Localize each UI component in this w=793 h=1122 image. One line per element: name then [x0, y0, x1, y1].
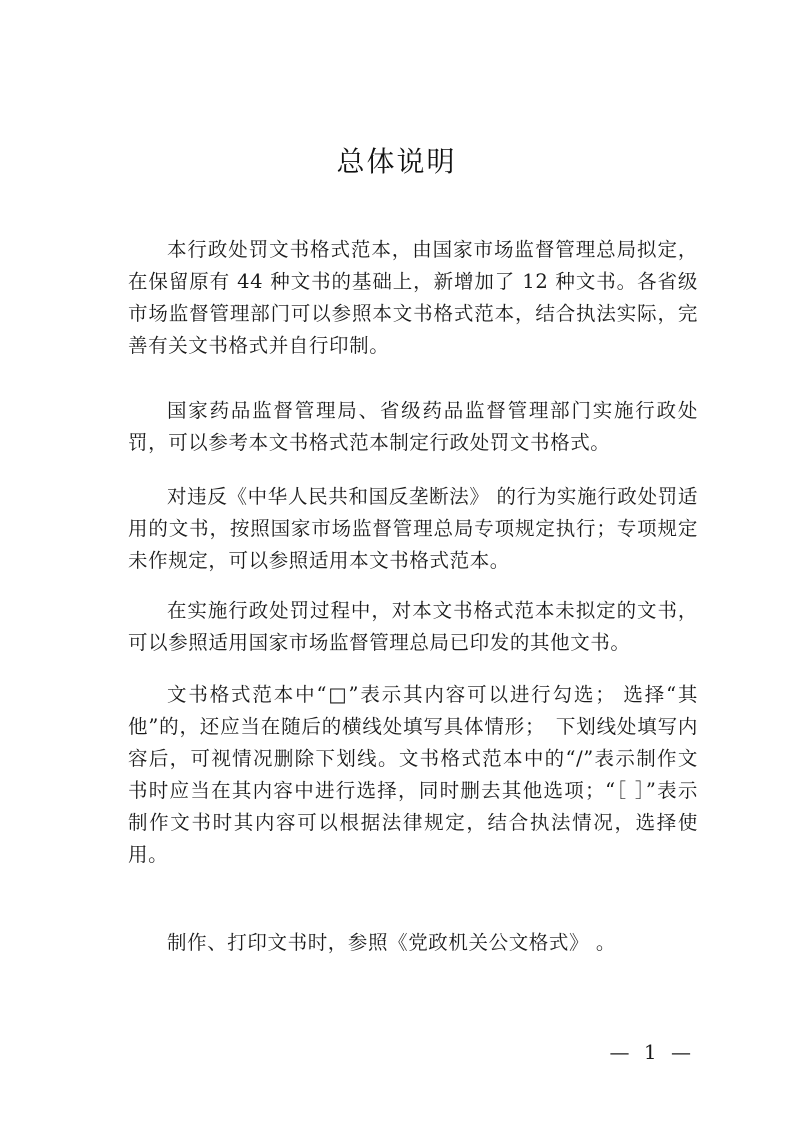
paragraph-antimonopoly: 对违反《中华人民共和国反垄断法》 的行为实施行政处罚适用的文书，按照国家市场监督管理总局专项规定执行；专项规定未作规定，可以参照适用本文书格式范本。: [128, 485, 698, 572]
paragraph-other-documents: 在实施行政处罚过程中，对本文书格式范本未拟定的文书，可以参照适用国家市场监督管理总局已印发的其他文书。: [128, 599, 698, 654]
page-number: — 1 —: [609, 1040, 695, 1064]
page-title: 总体说明: [336, 145, 457, 178]
paragraph-drug-administration: 国家药品监督管理局、省级药品监督管理部门实施行政处罚，可以参考本文书格式范本制定行政处罚文书格式。: [128, 399, 698, 454]
paragraph-printing: 制作、打印文书时，参照《党政机关公文格式》 。: [167, 931, 616, 954]
paragraph-scope: 本行政处罚文书格式范本，由国家市场监督管理总局拟定，在保留原有 44 种文书的基础上，新增加了 12 种文书。各省级市场监督管理部门可以参照本文书格式范本，结合执法实际，完善有关文书格式并自行印制。: [128, 238, 698, 357]
paragraph-symbol-usage: 文书格式范本中“□”表示其内容可以进行勾选； 选择“其他”的，还应当在随后的横线处填写具体情形； 下划线处填写内容后，可视情况删除下划线。文书格式范本中的“/”表示制作文书时应当在其内容中进行选择，同时删去其他选项；“［ ］”表示制作文书时其内容可以根据法律规定，结合执法情况，选择使用。: [128, 683, 698, 866]
